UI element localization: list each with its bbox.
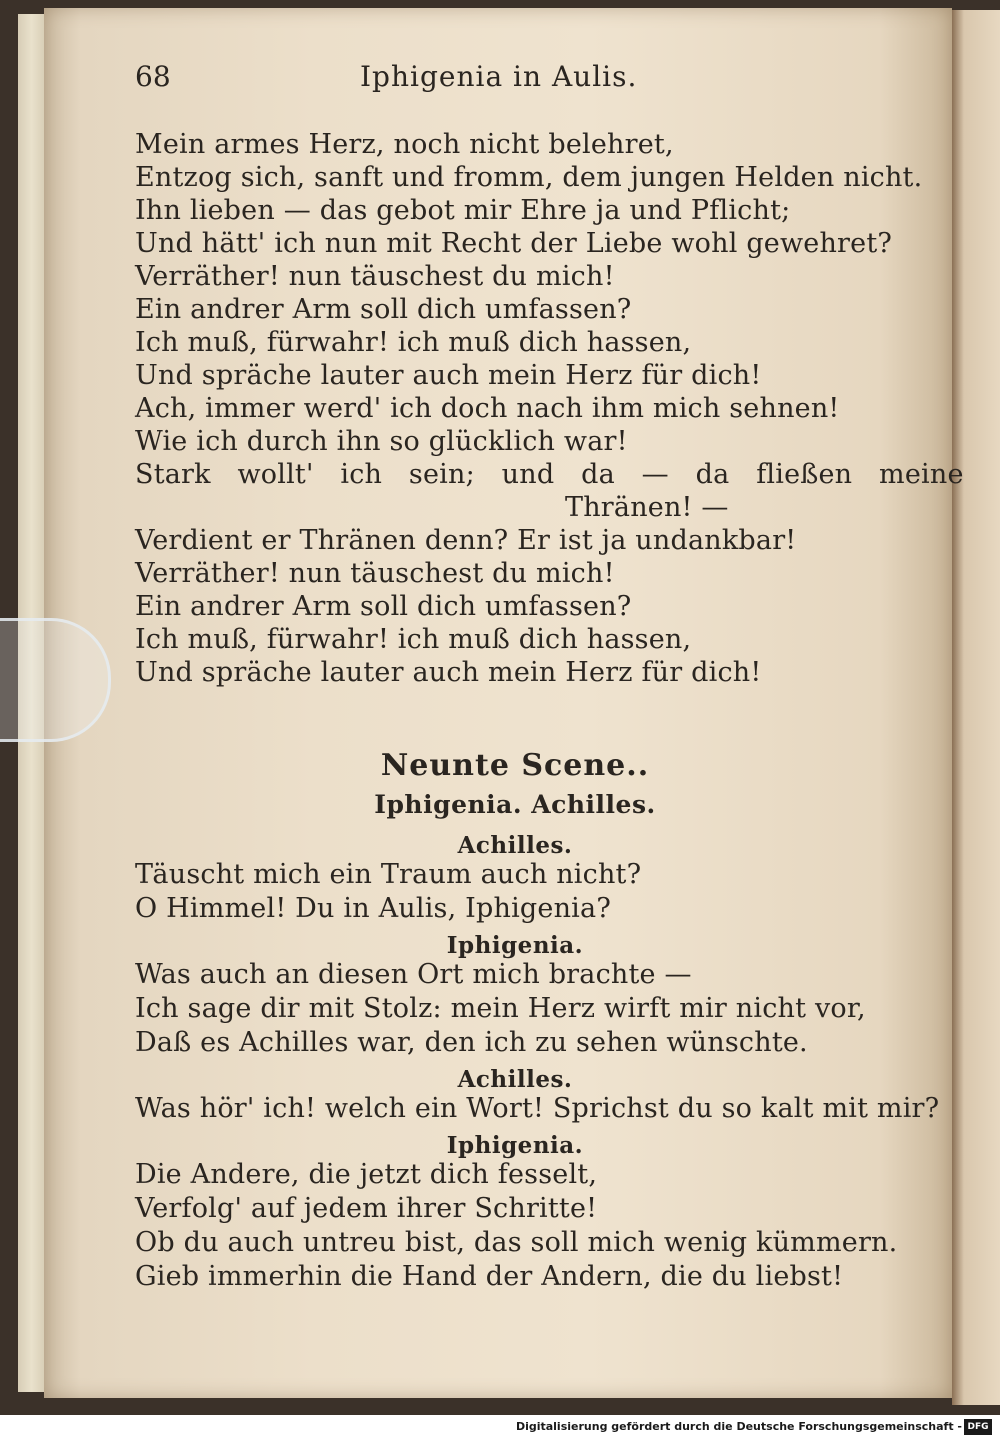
verse-line: Ein andrer Arm soll dich umfassen? <box>135 294 632 325</box>
dialogue-line: Die Andere, die jetzt dich fesselt, <box>135 1159 598 1190</box>
dfg-logo: DFG <box>964 1419 992 1435</box>
verse-line: Verräther! nun täuschest du mich! <box>135 261 615 292</box>
verse-line: Ich muß, fürwahr! ich muß dich hassen, <box>135 327 692 358</box>
dialogue-line: Was hör' ich! welch ein Wort! Sprichst du so kalt mit mir? <box>135 1093 940 1124</box>
page-header <box>135 60 655 94</box>
running-title: Iphigenia in Aulis. <box>360 60 638 93</box>
verse-line: Stark wollt' ich sein; und da — da fließen meine <box>135 459 964 490</box>
verse-line: Ach, immer werd' ich doch nach ihm mich sehnen! <box>135 393 840 424</box>
dialogue-line: Gieb immerhin die Hand der Andern, die du liebst! <box>135 1261 844 1292</box>
verse-line: Wie ich durch ihn so glücklich war! <box>135 426 628 457</box>
page-number: 68 <box>135 60 171 93</box>
speaker-name: Iphigenia. <box>446 1132 584 1159</box>
dialogue-line: Daß es Achilles war, den ich zu sehen wünschte. <box>135 1027 808 1058</box>
adjacent-page-edge <box>952 10 1000 1405</box>
verse-line: Ein andrer Arm soll dich umfassen? <box>135 591 632 622</box>
footer-bar <box>0 1415 1000 1439</box>
speaker-name: Achilles. <box>457 1066 573 1093</box>
dialogue-line: Was auch an diesen Ort mich brachte — <box>135 959 692 990</box>
verse-line: Verräther! nun täuschest du mich! <box>135 558 615 589</box>
scene-characters: Iphigenia. Achilles. <box>374 790 656 819</box>
verse-line: Ich muß, fürwahr! ich muß dich hassen, <box>135 624 692 655</box>
verse-line-continuation: Thränen! — <box>565 492 729 523</box>
scene-title: Neunte Scene.. <box>380 748 650 783</box>
speaker-name: Iphigenia. <box>446 932 584 959</box>
funding-credit: Digitalisierung gefördert durch die Deutsche Forschungsgemeinschaft - <box>515 1420 962 1433</box>
verse-line: Und spräche lauter auch mein Herz für dich! <box>135 360 762 391</box>
dialogue-line: Ob du auch untreu bist, das soll mich wenig kümmern. <box>135 1227 898 1258</box>
verse-line: Verdient er Thränen denn? Er ist ja undankbar! <box>135 525 797 556</box>
page-clip <box>0 618 111 742</box>
verse-line: Mein armes Herz, noch nicht belehret, <box>135 129 674 160</box>
verse-line: Ihn lieben — das gebot mir Ehre ja und Pflicht; <box>135 195 791 226</box>
verse-line: Und spräche lauter auch mein Herz für dich! <box>135 657 762 688</box>
speaker-name: Achilles. <box>457 832 573 859</box>
dialogue-line: O Himmel! Du in Aulis, Iphigenia? <box>135 893 611 924</box>
verse-line: Und hätt' ich nun mit Recht der Liebe wohl gewehret? <box>135 228 893 259</box>
dialogue-line: Ich sage dir mit Stolz: mein Herz wirft mir nicht vor, <box>135 993 866 1024</box>
dialogue-line: Täuscht mich ein Traum auch nicht? <box>135 859 642 890</box>
verse-line: Entzog sich, sanft und fromm, dem jungen Helden nicht. <box>135 162 923 193</box>
dialogue-line: Verfolg' auf jedem ihrer Schritte! <box>135 1193 598 1224</box>
